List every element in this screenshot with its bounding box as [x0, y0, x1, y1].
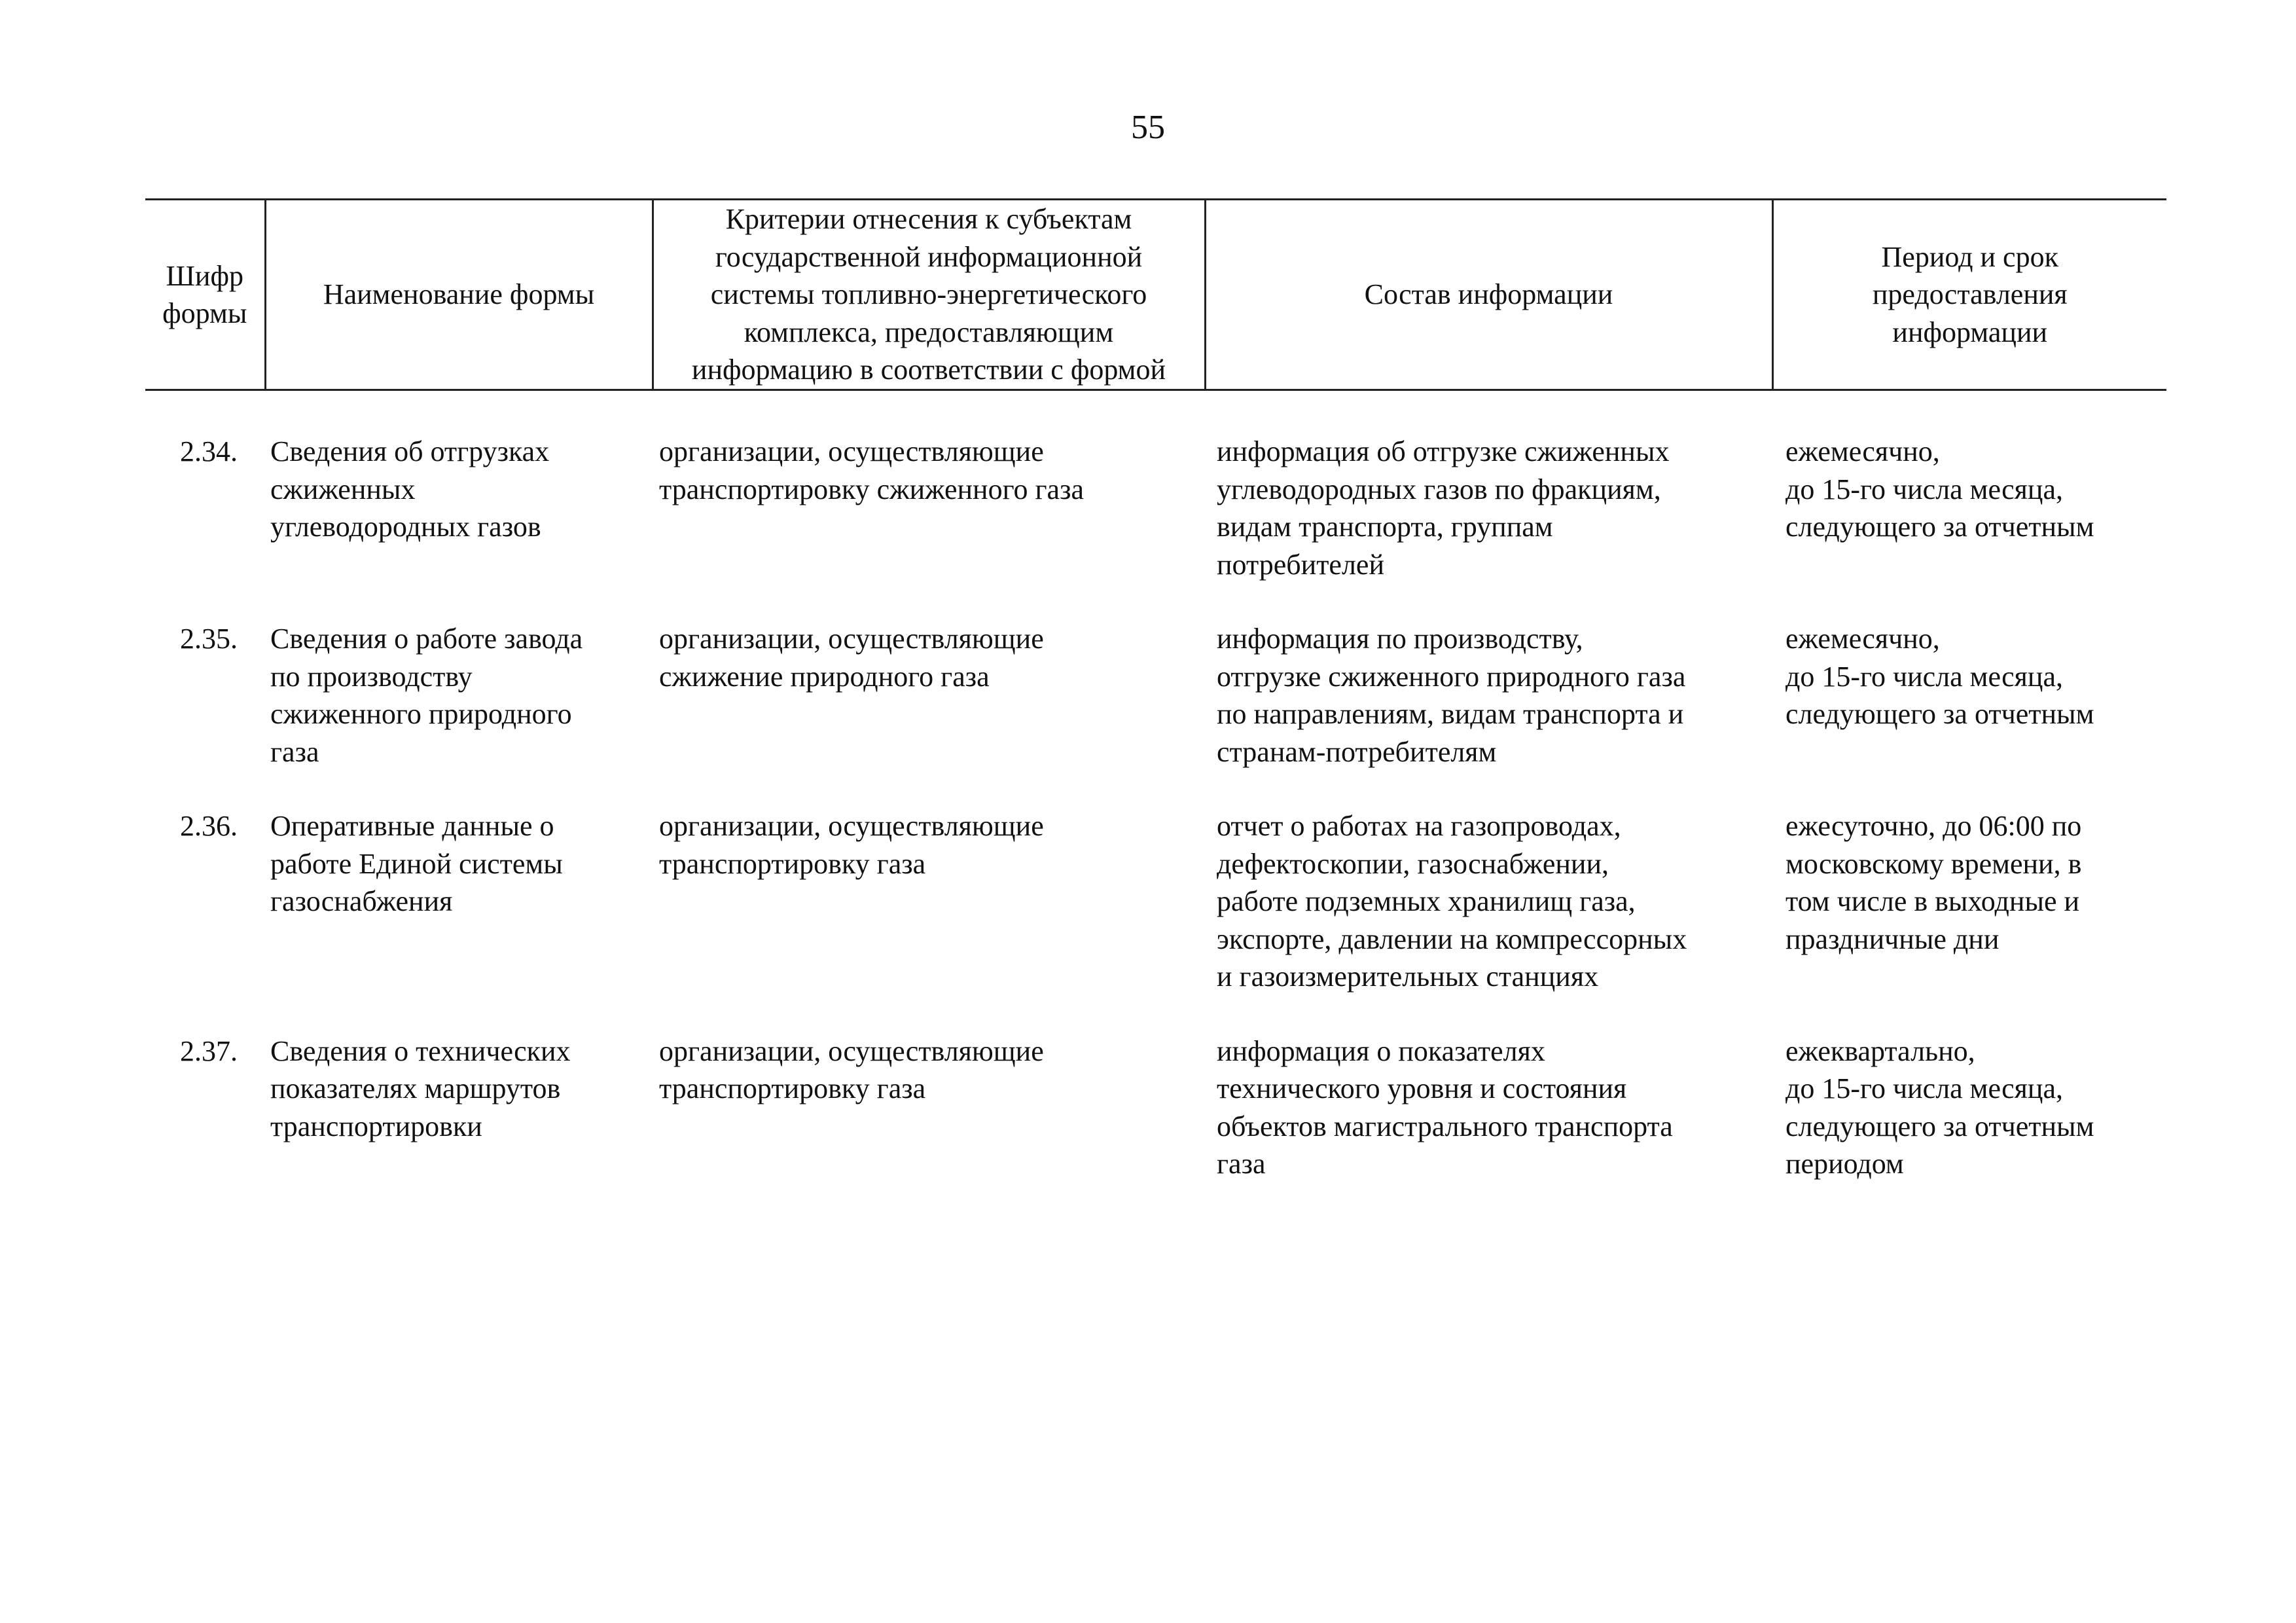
header-form-code: Шифр формы — [145, 200, 265, 390]
form-content: информация об отгрузке сжиженных углеводородных газов по фракциям, видам транспорта, группам потребителей — [1217, 435, 1670, 581]
table-header-row — [145, 200, 2166, 390]
form-criteria: организации, осуществляющие транспортировку газа — [659, 810, 1044, 880]
form-period: ежесуточно, до 06:00 по московскому времени, в том числе в выходные и праздничные дни — [1785, 810, 2082, 955]
table-row — [145, 583, 2166, 771]
table-row — [145, 771, 2166, 996]
form-period: ежемесячно, до 15-го числа месяца, следующего за отчетным — [1785, 435, 2094, 543]
table-row — [145, 996, 2166, 1183]
page-number: 55 — [1131, 109, 1165, 146]
form-code: 2.37. — [180, 1034, 238, 1067]
form-code: 2.35. — [180, 623, 238, 655]
header-period: Период и срок предоставления информации — [1772, 200, 2166, 390]
form-content: информация о показателях технического уровня и состояния объектов магистрального транспорта газа — [1217, 1034, 1673, 1180]
form-criteria: организации, осуществляющие сжижение природного газа — [659, 623, 1044, 693]
form-code: 2.36. — [180, 810, 238, 842]
form-period: ежемесячно, до 15-го числа месяца, следующего за отчетным — [1785, 623, 2094, 730]
form-period: ежеквартально, до 15-го числа месяца, следующего за отчетным периодом — [1785, 1034, 2094, 1180]
form-criteria: организации, осуществляющие транспортировку газа — [659, 1034, 1044, 1104]
form-name: Сведения о работе завода по производству сжиженного природного газа — [270, 623, 583, 768]
form-name: Сведения о технических показателях маршрутов транспортировки — [270, 1034, 571, 1142]
header-content: Состав информации — [1205, 200, 1772, 390]
table-row — [145, 390, 2166, 584]
form-content: отчет о работах на газопроводах, дефектоскопии, газоснабжении, работе подземных хранилищ газа, экспорте, давлении на компрессорных и газоизмерительных станциях — [1217, 810, 1687, 993]
header-form-name: Наименование формы — [265, 200, 653, 390]
form-criteria: организации, осуществляющие транспортировку сжиженного газа — [659, 435, 1084, 505]
form-name: Оперативные данные о работе Единой системы газоснабжения — [270, 810, 563, 917]
reporting-forms-table — [145, 198, 2166, 1183]
form-name: Сведения об отгрузках сжиженных углеводородных газов — [270, 435, 550, 543]
form-content: информация по производству, отгрузке сжиженного природного газа по направлениям, видам транспорта и странам-потребителям — [1217, 623, 1686, 768]
form-code: 2.34. — [180, 435, 238, 467]
header-criteria: Критерии отнесения к субъектам государственной информационной системы топливно-энергетического комплекса, предоставляющим информацию в соответствии с формой — [653, 200, 1205, 390]
